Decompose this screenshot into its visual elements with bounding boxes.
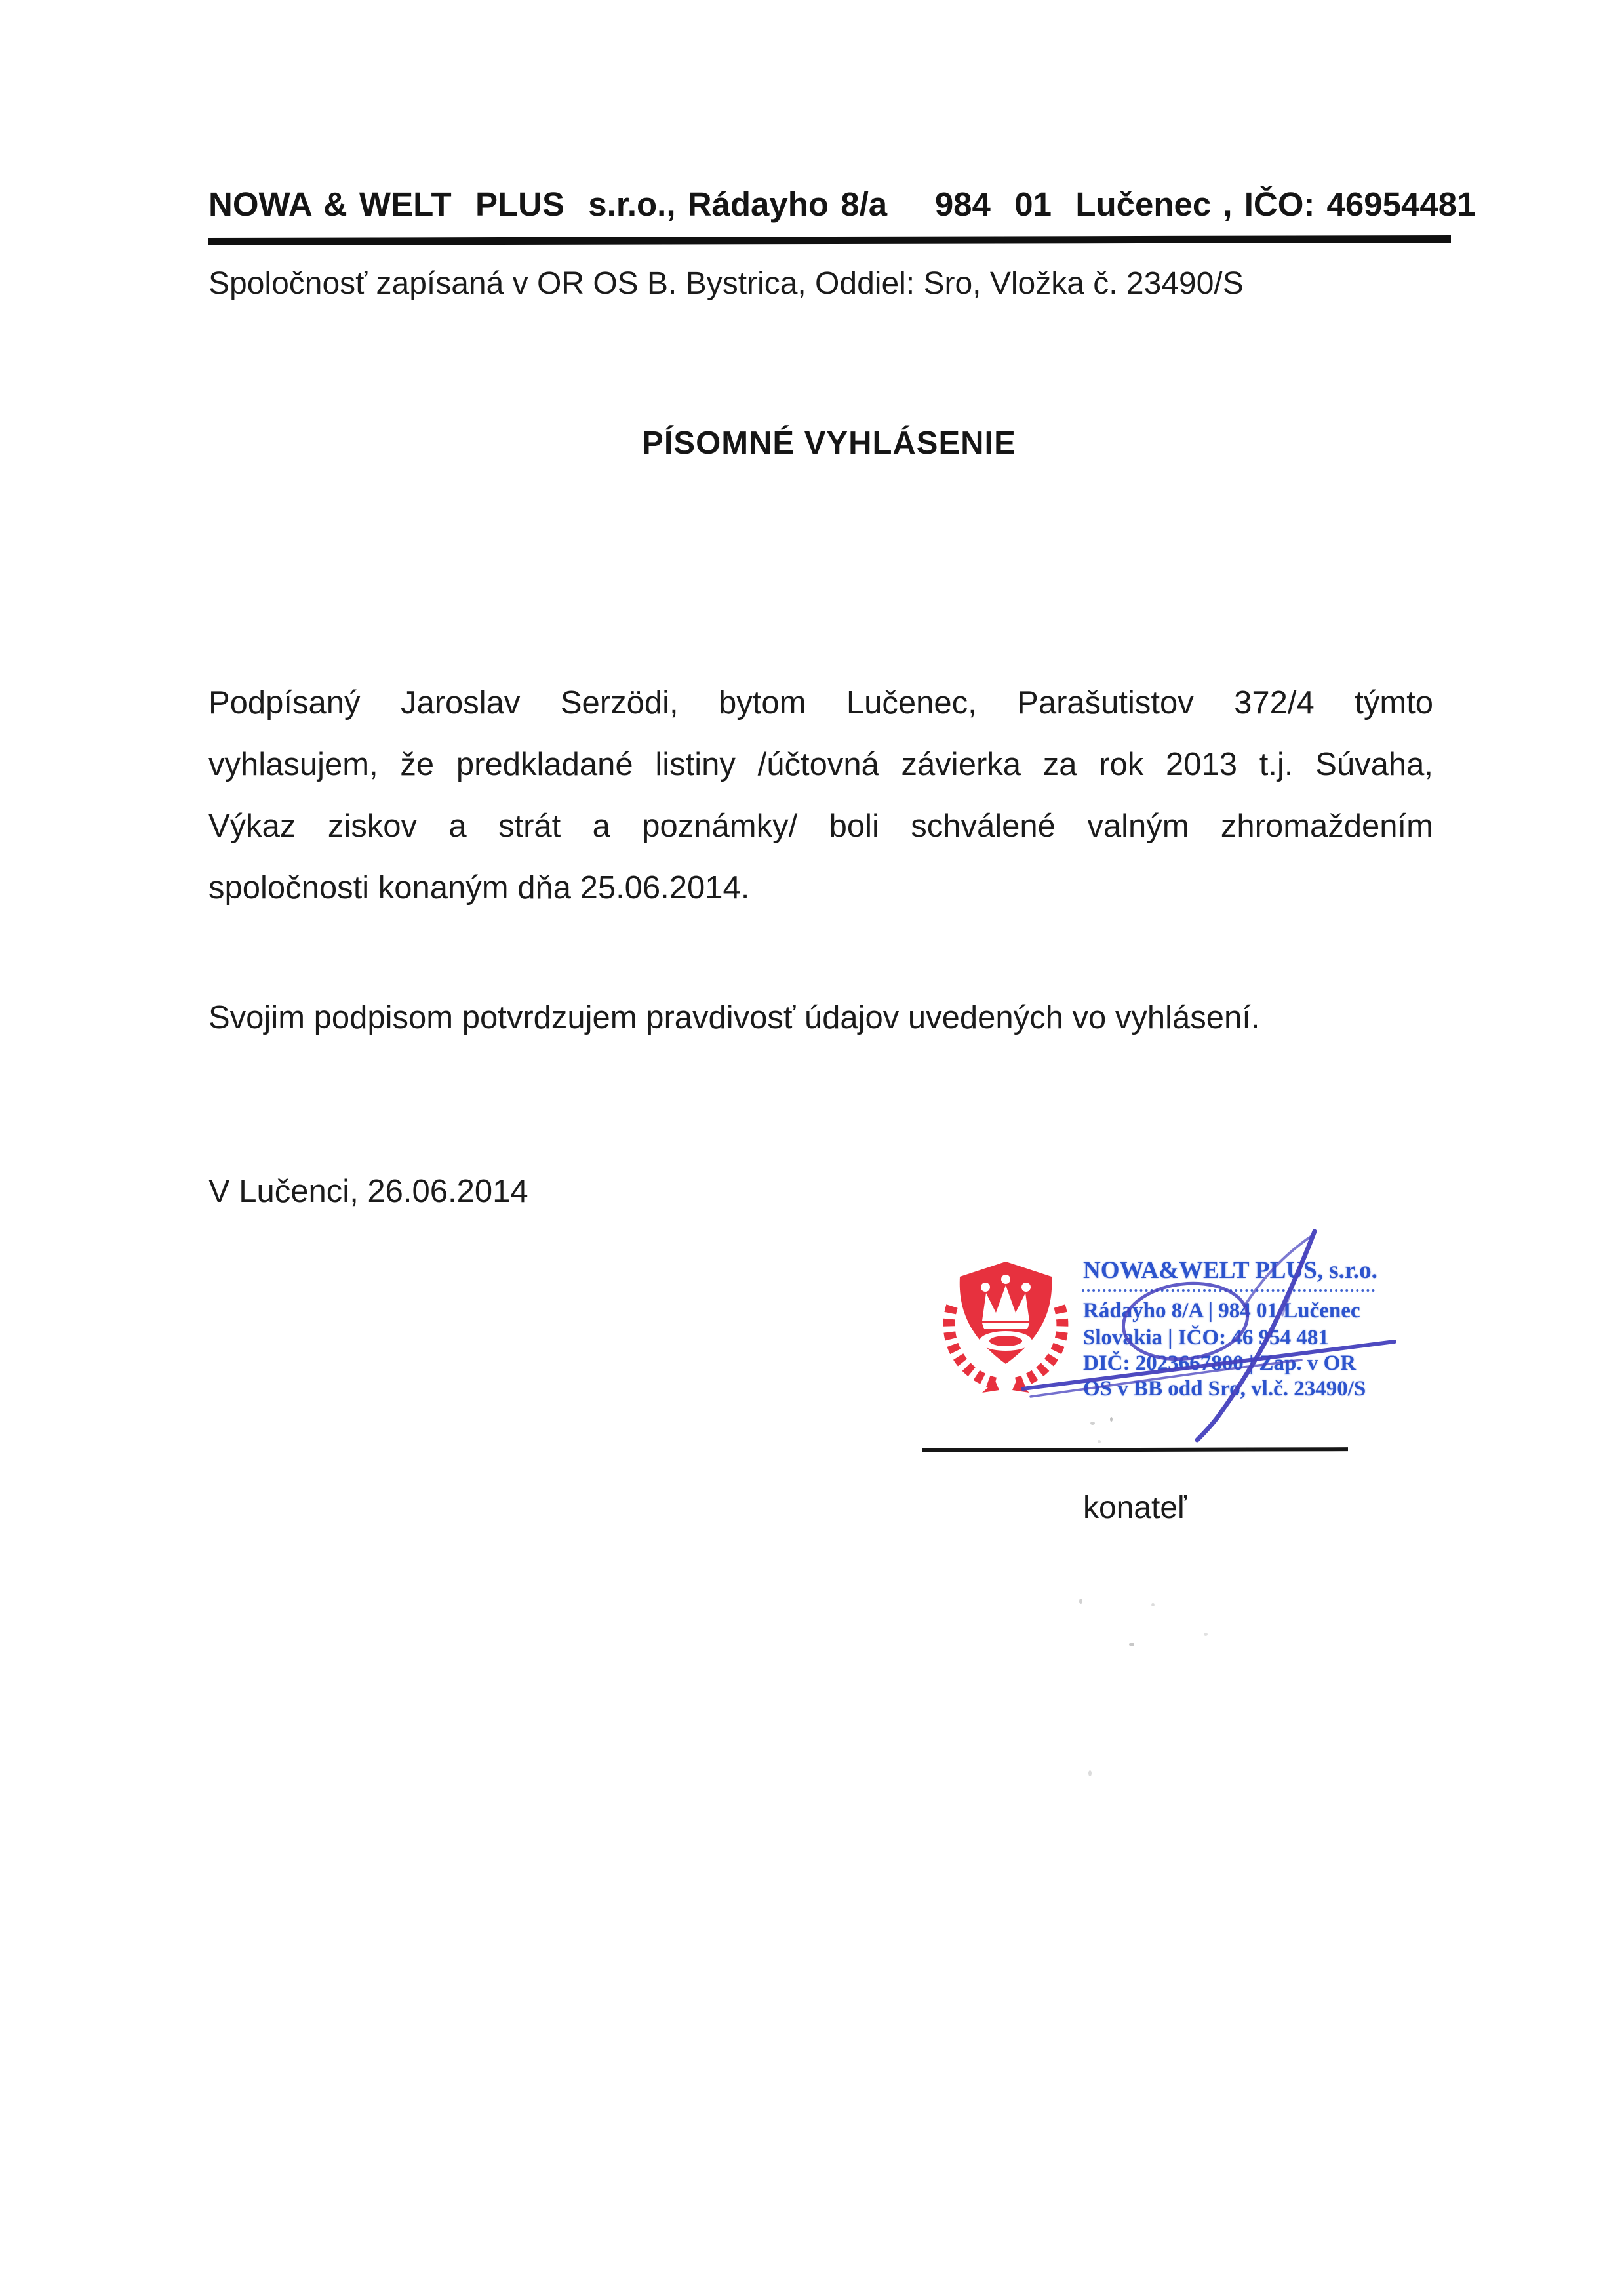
stamp-country-ico-line: Slovakia | IČO: 46 954 481 <box>1083 1326 1329 1349</box>
stamp-address-line: Rádayho 8/A | 984 01 Lučenec <box>1083 1299 1360 1323</box>
stamp-company-name: NOWA&WELT PLUS, s.r.o. <box>1083 1257 1377 1284</box>
stamp-dic-line: DIČ: 2023667800 | Zap. v OR <box>1083 1351 1357 1375</box>
paragraph-line: spoločnosti konaným dňa 25.06.2014. <box>208 870 750 906</box>
confirmation-paragraph: Svojim podpisom potvrdzujem pravdivosť údajov uvedených vo vyhlásení. <box>208 1000 1260 1035</box>
scan-speck <box>1098 1440 1101 1443</box>
scan-speck <box>1204 1633 1208 1636</box>
scan-speck <box>1090 1422 1095 1425</box>
declaration-paragraph <box>208 672 1433 919</box>
paragraph-line: Výkaz ziskov a strát a poznámky/ boli schválené valným zhromaždením <box>208 808 1433 844</box>
letterhead-divider <box>208 235 1451 245</box>
scan-speck <box>1088 1770 1092 1776</box>
paragraph-line: vyhlasujem, že predkladané listiny /účtovná závierka za rok 2013 t.j. Súvaha, <box>208 747 1433 782</box>
paragraph-line: Podpísaný Jaroslav Serzödi, bytom Lučenec, Parašutistov 372/4 týmto <box>208 685 1433 721</box>
place-date-line: V Lučenci, 26.06.2014 <box>208 1174 528 1209</box>
signatory-role-label: konateľ <box>1082 1490 1187 1525</box>
document-title: PÍSOMNÉ VYHLÁSENIE <box>642 426 1016 461</box>
scan-speck <box>1110 1417 1113 1422</box>
scan-speck <box>1079 1599 1082 1604</box>
scan-speck <box>1151 1603 1155 1606</box>
letterhead-company-line: NOWA & WELT PLUS s.r.o., Rádayho 8/a 984 01 Lučenec , IČO: 46954481 <box>208 186 1476 223</box>
scan-speck <box>1129 1643 1134 1646</box>
letterhead-registration-line: Spoločnosť zapísaná v OR OS B. Bystrica, Oddiel: Sro, Vložka č. 23490/S <box>208 266 1244 301</box>
stamp-court-line: OS v BB odd Sro, vl.č. 23490/S <box>1083 1377 1366 1401</box>
